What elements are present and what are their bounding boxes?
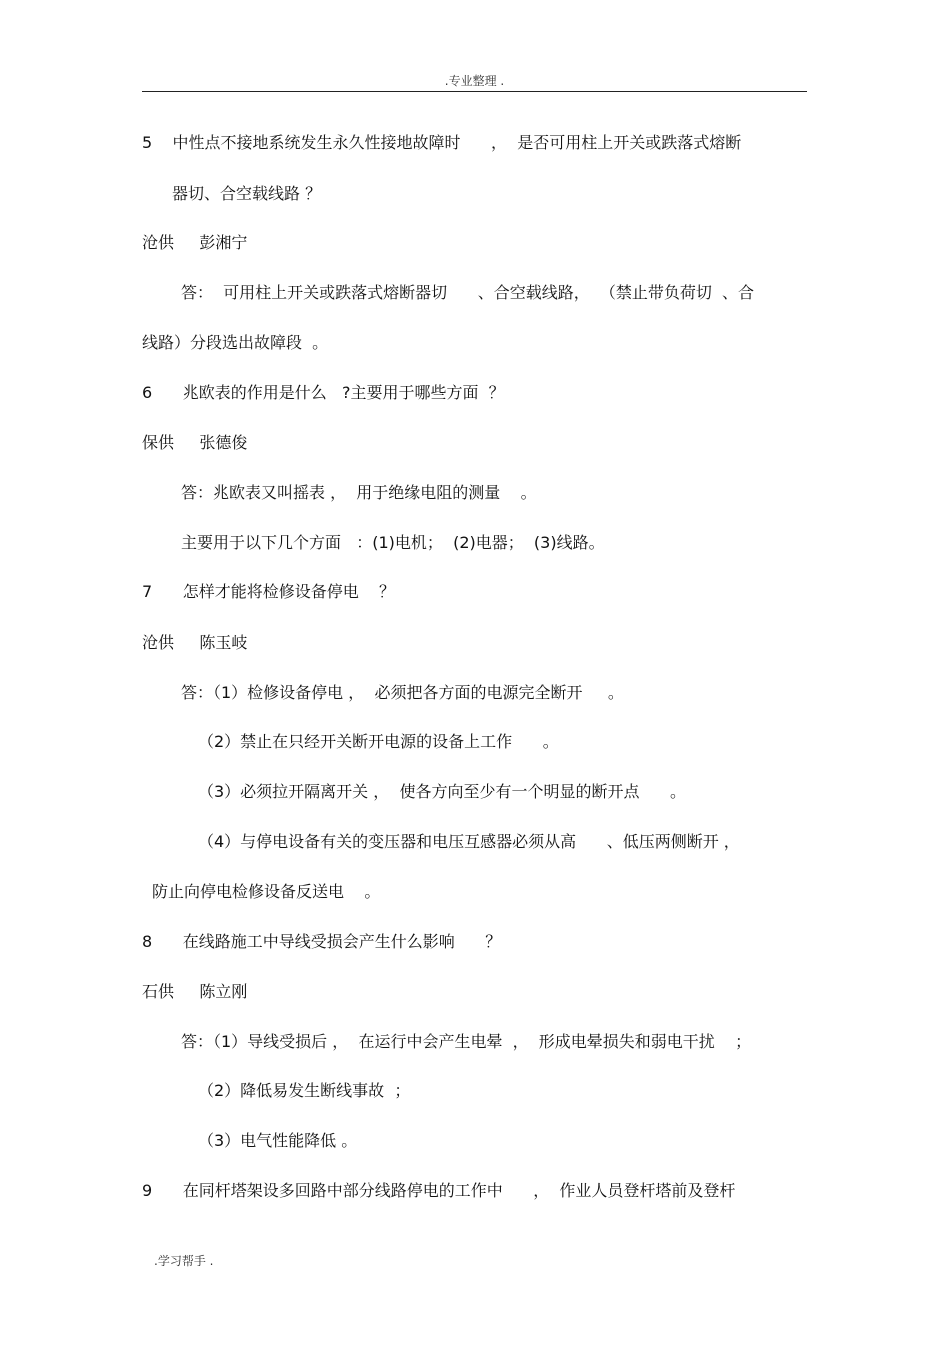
answer-7-line-2: （2）禁止在只经开关断开电源的设备上工作 。 xyxy=(198,732,559,751)
answer-6-line-1: 答：兆欧表又叫摇表 ， 用于绝缘电阻的测量 。 xyxy=(181,483,537,502)
author-line: 保供 张德俊 xyxy=(142,433,248,452)
answer-8-line-3: （3）电气性能降低 。 xyxy=(198,1131,358,1150)
question-6: 6 兆欧表的作用是什么 ?主要用于哪些方面 ？ xyxy=(142,383,505,402)
answer-7-line-5: 防止向停电检修设备反送电 。 xyxy=(152,882,381,901)
question-9-line-1: 9 在同杆塔架设多回路中部分线路停电的工作中 ， 作业人员登杆塔前及登杆 xyxy=(142,1181,736,1200)
answer-8-line-1: 答：（1）导线受损后 ， 在运行中会产生电晕 ， 形成电晕损失和弱电干扰 ； xyxy=(181,1032,752,1051)
answer-7-line-1: 答：（1）检修设备停电 ， 必须把各方面的电源完全断开 。 xyxy=(181,683,624,702)
page-header: .专业整理 . xyxy=(444,74,505,88)
question-7: 7 怎样才能将检修设备停电 ？ xyxy=(142,582,396,601)
question-5-line-2: 器切、合空载线路 ？ xyxy=(172,184,322,203)
answer-5-line-2: 线路）分段选出故障段 。 xyxy=(142,333,329,352)
answer-5-line-1: 答： 可用柱上开关或跌落式熔断器切 、合空载线路， （禁止带负荷切 、合 xyxy=(181,283,755,302)
page-footer: .学习帮手 . xyxy=(154,1254,214,1268)
author-line: 石供 陈立刚 xyxy=(142,982,248,1001)
author-line: 沧供 陈玉岐 xyxy=(142,633,248,652)
answer-6-line-2: 主要用于以下几个方面 ：(1)电机； (2)电器； (3)线路。 xyxy=(181,533,605,552)
author-line: 沧供 彭湘宁 xyxy=(142,233,248,252)
question-8: 8 在线路施工中导线受损会产生什么影响 ？ xyxy=(142,932,502,951)
header-divider xyxy=(142,91,807,92)
answer-8-line-2: （2）降低易发生断线事故 ； xyxy=(198,1081,411,1100)
answer-7-line-4: （4）与停电设备有关的变压器和电压互感器必须从高 、低压两侧断开 ， xyxy=(198,832,740,851)
answer-7-line-3: （3）必须拉开隔离开关 ， 使各方向至少有一个明显的断开点 。 xyxy=(198,782,686,801)
question-5-line-1: 5 中性点不接地系统发生永久性接地故障时 ， 是否可用柱上开关或跌落式熔断 xyxy=(142,133,742,152)
